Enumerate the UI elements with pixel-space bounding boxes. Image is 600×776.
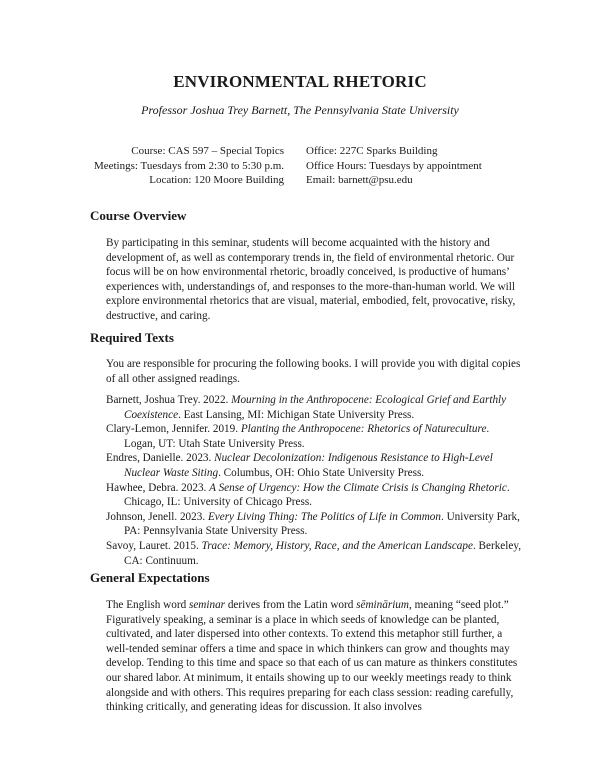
overview-text: By participating in this seminar, students will become acquainted with the history and development of, as well as contemporary trends in, the field of environmental rhetoric. Our focus will be on how environmental rhetoric, broadly conceived, is productive of humans’ experiences with, understandings of, and responses to the more-than-human world. We will explore environmental rhetorics that are visual, material, embodied, felt, provocative, risky, destructive, and caring. bbox=[106, 237, 516, 322]
bib-entry: Endres, Danielle. 2023. Nuclear Decolonization: Indigenous Resistance to High-Level Nuclear Waste Siting. Columbus, OH: Ohio State University Press. bbox=[106, 452, 493, 479]
course-info bbox=[94, 144, 284, 188]
location: Location: 120 Moore Building bbox=[149, 174, 284, 186]
office-location: Office: 227C Sparks Building bbox=[306, 145, 438, 157]
bib-entry: Savoy, Lauret. 2015. Trace: Memory, History, Race, and the American Landscape. Berkeley, CA: Continuum. bbox=[106, 539, 521, 567]
meeting-time: Meetings: Tuesdays from 2:30 to 5:30 p.m. bbox=[93, 159, 284, 172]
course-code: Course: CAS 597 – Special Topics bbox=[131, 145, 284, 157]
bib-entry: Hawhee, Debra. 2023. A Sense of Urgency: How the Climate Crisis is Changing Rhetoric. Chicago, IL: University of Chicago Press. bbox=[106, 481, 510, 509]
required-texts-intro: You are responsible for procuring the following books. I will provide you with digital copies of all other assigned readings. bbox=[106, 358, 521, 385]
bibliography bbox=[106, 393, 522, 568]
email: Email: barnett@psu.edu bbox=[306, 174, 413, 186]
office-info bbox=[306, 144, 482, 188]
overview-heading: Course Overview bbox=[90, 208, 187, 223]
course-title: ENVIRONMENTAL RHETORIC bbox=[173, 72, 427, 91]
professor-line: Professor Joshua Trey Barnett, The Pennsylvania State University bbox=[141, 103, 459, 117]
expectations-text: The English word seminar derives from the Latin word sēminārium, meaning “seed plot.” Figuratively speaking, a seminar is a place in which seeds of knowledge can be planted, cultivated, and later dispersed into other contexts. To extend this metaphor still further, a well-tended seminar offers a time and space in which thinkers can grow and thoughts may develop. Tending to this time and space so that each of us can mature as thinkers constitutes our shared labor. At minimum, it entails showing up to our weekly meetings ready to think alongside and with others. This requires preparing for each class session: reading carefully, thinking critically, and generating ideas for discussion. It also involves bbox=[106, 599, 518, 714]
required-texts-heading: Required Texts bbox=[90, 330, 174, 345]
office-hours: Office Hours: Tuesdays by appointment bbox=[306, 159, 482, 172]
bib-entry: Clary-Lemon, Jennifer. 2019. Planting the Anthropocene: Rhetorics of Natureculture. Logan, UT: Utah State University Press. bbox=[106, 423, 490, 450]
bib-entry: Johnson, Jenell. 2023. Every Living Thing: The Politics of Life in Common. University Park, PA: Pennsylvania State University Press. bbox=[106, 510, 520, 538]
expectations-heading: General Expectations bbox=[90, 570, 210, 585]
bib-entry: Barnett, Joshua Trey. 2022. Mourning in the Anthropocene: Ecological Grief and Earthly Coexistence. East Lansing, MI: Michigan State University Press. bbox=[106, 394, 507, 421]
